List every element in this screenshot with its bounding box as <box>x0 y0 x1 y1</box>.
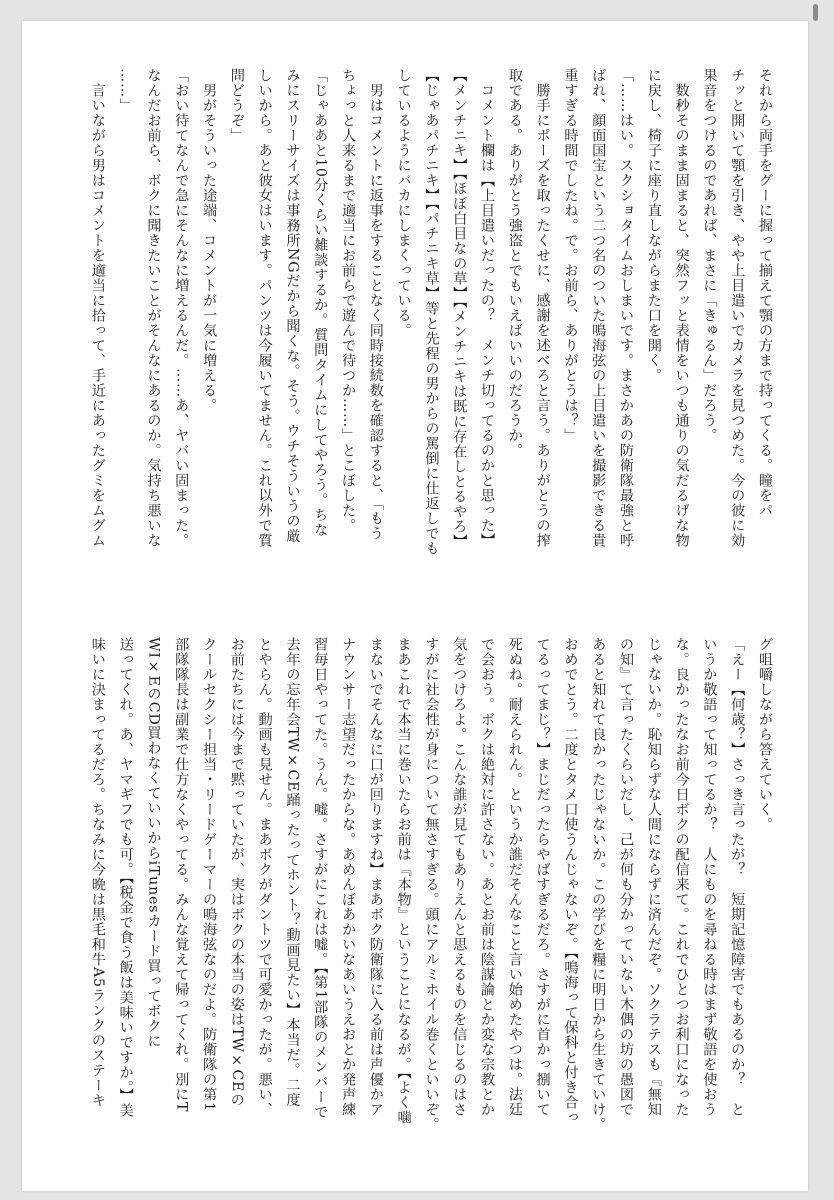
text-line: 男がそういった途端、コメントが一気に増える。 <box>201 68 218 413</box>
text-line: 味いに決まってるだろ。ちなみに今晩は黒毛和牛A5ランクのステーキ <box>89 637 106 1108</box>
text-line: コメント欄は【上目遣いだったの？ メンチ切ってるのかと思った】 <box>479 68 496 548</box>
text-line: WI×EのCD買わなくていいからiTunesカード買ってボクに <box>145 637 162 1049</box>
text-line: 「……はい。スクショタイムおしまいです。まさかあの防衛隊最強と呼 <box>618 68 635 548</box>
text-line: みにスリーサイズは事務所NGだから聞くな。そう。ウチそういうの厳 <box>284 68 301 544</box>
text-line: 重すぎる時間でしたね。で。お前ら、ありがとうは？」 <box>562 68 579 443</box>
text-line: 習毎日やってた。うん。嘘。さすがにこれは嘘。【第1部隊のメンバーで <box>312 637 329 1120</box>
text-line: 取である。ありがとう強盗とでもいえばいいのだろうか。 <box>506 68 523 458</box>
text-line: チッと開いて顎を引き、やや上目遣いでカメラを見つめた。今の彼に効 <box>729 68 746 548</box>
text-line: まあこれで本当に巻いたらお前は『本物』ということになるが。【よく噛 <box>395 637 412 1125</box>
text-line: ナウンサー志望だったからな。あめんぼあかいなあいうえおとか発声練 <box>340 637 357 1117</box>
text-line: クールセクシー担当・リードゲーマーの鳴海弦なのだよ。防衛隊の第1 <box>201 637 218 1112</box>
document-page <box>22 21 808 1191</box>
text-line: しいから。あと彼女はいます。パンツは今履いてません。これ以外で質 <box>256 68 273 548</box>
text-line: てるってまじ？】まじだったらやばすぎるだろ。さすがに首かっ捌いて <box>534 637 551 1117</box>
text-line: 問どうぞ」 <box>228 68 245 143</box>
text-line: とやらん。動画も見せん。まあボクがダントツで可愛かったが。悪い、 <box>256 637 273 1117</box>
text-line: 「じゃああと10分くらい雑談するか。質問タイムにしてやろう。ちな <box>312 68 329 538</box>
text-line: に戻し、椅子に座り直しながらまた口を開く。 <box>645 68 662 383</box>
text-line: すがに社会性が身について無さすぎる。頭にアルミホイル巻くといいぞ。 <box>423 637 440 1132</box>
text-line: グ咀嚼しながら答えていく。 <box>757 637 773 832</box>
scrollbar-thumb[interactable] <box>813 4 818 21</box>
text-line: 【じゃあパチニキ】【パチニキ草】等と先程の男からの罵倒に仕返しでも <box>423 68 440 556</box>
text-line: 去年の忘年会TW×CE踊ったってホント？動画見たい】本当だ。二度 <box>284 637 301 1108</box>
text-line: まないでそんなに口が回りますね】まあボク防衛隊に入る前は声優かア <box>367 637 384 1117</box>
text-line: 男はコメントに返事をすることなく同時接続数を確認すると、「もう <box>367 68 384 541</box>
text-line: 勝手にポーズを取ったくせに、感謝を述べろと言う。ありがとうの搾 <box>534 68 551 548</box>
text-line: お前たちには今まで黙っていたが、実はボクの本当の姿はTW×CEの <box>228 637 245 1108</box>
text-line: しているようにバカにしまくっている。 <box>395 68 412 338</box>
text-line: な。良かったなお前今日ボクの配信来て。これでひとつお利口になった <box>673 637 690 1117</box>
text-line: 送ってくれ。あ、ヤマギフでも可。【税金で食う飯は美味いですか。】美 <box>117 637 134 1118</box>
text-line: で会おう。ボクは絶対に許さない。あとお前は陰謀論とか変な宗教とか <box>479 637 496 1117</box>
text-line: なんだお前ら、ボクに聞きたいことがそんなにあるのか。気持ち悪いな <box>145 68 162 548</box>
text-line: の知』て言ったくらいだし、己が何も分かっていない木偶の坊の愚図で <box>618 637 635 1117</box>
text-line: 言いながら男はコメントを適当に拾って、手近にあったグミをムグム <box>89 68 106 548</box>
text-block-top <box>83 68 778 596</box>
text-line: 部隊隊長は副業で仕方なくやってる。みんな覚えて帰ってくれ。別にT <box>173 637 190 1113</box>
text-line: おめでとう。二度とタメ口使うんじゃないぞ。【鳴海って保科と付き合っ <box>562 637 579 1125</box>
text-line: 「えー【何歳？】さっき言ったが？ 短期記憶障害でもあるのか？ と <box>729 637 746 1117</box>
text-line: 気をつけろよ。こんな誰が見てもありえんと思えるものを信じるのはさ <box>451 637 468 1117</box>
text-line: 【メンチニキ】【ほぼ白目なの草】【メンチニキは既に存在しとるやろ】 <box>451 68 468 549</box>
text-line: それから両手をグーに握って揃えて顎の方まで持ってくる。瞳をパ <box>757 68 773 518</box>
text-line: じゃないか。恥知らずな人間にならずに済んだぞ。ソクラテスも『無知 <box>645 637 662 1117</box>
text-line: ……」 <box>117 68 134 113</box>
text-line: あると知れて良かったじゃないか。この学びを糧に明日から生きていけ。 <box>590 637 607 1132</box>
text-line: ばれ、顔面国宝という二つ名のついた鳴海弦の上目遣いを撮影できる貴 <box>590 68 607 548</box>
text-line: 果音をつけるのであれば、まさに「きゅるん」だろう。 <box>701 68 718 443</box>
text-line: いうか敬語って知ってるか？ 人にものを尋ねる時はまず敬語を使おう <box>701 637 718 1117</box>
text-line: 死ぬね。耐えられん。というか誰だそんなこと言い始めたやつは。法廷 <box>506 637 523 1117</box>
text-line: 数秒そのまま固まると、突然フッと表情をいつも通りの気だるげな物 <box>673 68 690 548</box>
text-line: ちょっと人来るまで適当にお前らで遊んで待つか……」とこぼした。 <box>340 68 357 533</box>
text-line: 「おい待てなんで急にそんなに増えるんだ。……あ、ヤバい固まった。 <box>173 68 190 548</box>
text-block-bottom <box>83 637 778 1166</box>
